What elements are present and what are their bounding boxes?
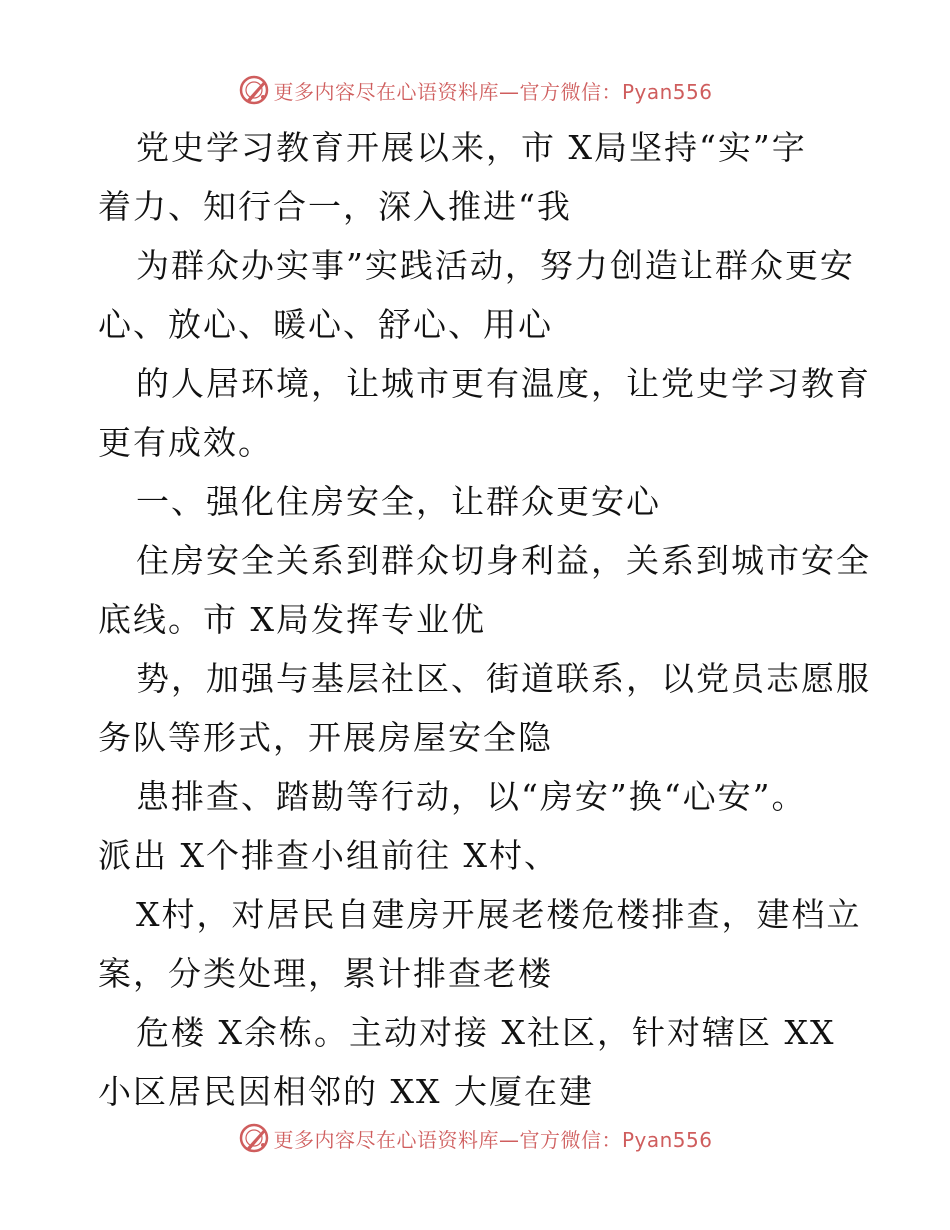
watermark-text: 更多内容尽在心语资料库—官方微信：Pyan556 <box>273 1127 713 1152</box>
paragraph-line: 的人居环境，让城市更有温度，让党史学习教育 <box>136 364 871 403</box>
paragraph-line: 危楼 X余栋。主动对接 X社区，针对辖区 XX <box>136 1013 836 1052</box>
paragraph-line: 着力、知行合一，深入推进“我 <box>98 187 572 226</box>
pen-logo-icon <box>237 1121 271 1155</box>
document-body <box>98 118 871 1121</box>
paragraph-line: 更有成效。 <box>98 423 273 462</box>
paragraph-line: 案，分类处理，累计排查老楼 <box>98 954 553 993</box>
paragraph-line: 心、放心、暖心、舒心、用心 <box>98 305 553 344</box>
paragraph-line: 底线。市 X局发挥专业优 <box>98 600 486 639</box>
paragraph-line: 党史学习教育开展以来，市 X局坚持“实”字 <box>136 128 807 167</box>
paragraph-line: 小区居民因相邻的 XX 大厦在建 <box>98 1072 594 1111</box>
watermark-text: 更多内容尽在心语资料库—官方微信：Pyan556 <box>273 79 713 104</box>
paragraph-line: 患排查、踏勘等行动，以“房安”换“心安”。 <box>136 777 807 816</box>
paragraph-line: 住房安全关系到群众切身利益，关系到城市安全 <box>136 541 871 580</box>
paragraph-line: 派出 X个排查小组前往 X村、 <box>98 836 559 875</box>
header-watermark <box>0 70 950 110</box>
paragraph-line: 为群众办实事”实践活动，努力创造让群众更安 <box>136 246 855 285</box>
paragraph-line: X村，对居民自建房开展老楼危楼排查，建档立 <box>136 895 862 934</box>
section-heading: 一、强化住房安全，让群众更安心 <box>136 482 661 521</box>
pen-logo-icon <box>237 73 271 107</box>
paragraph-line: 势，加强与基层社区、街道联系，以党员志愿服 <box>136 659 871 698</box>
paragraph-line: 务队等形式，开展房屋安全隐 <box>98 718 553 757</box>
footer-watermark <box>0 1118 950 1158</box>
